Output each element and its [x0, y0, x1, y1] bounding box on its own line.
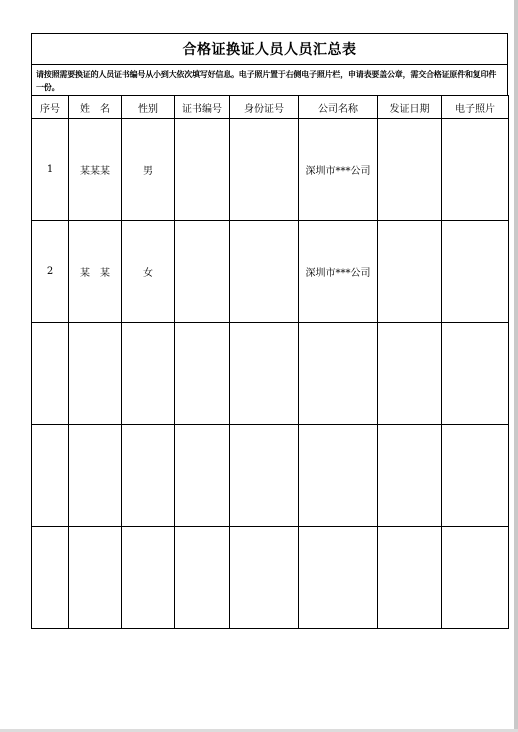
cell-gender: 女: [122, 221, 175, 323]
instruction-note: 请按照需要换证的人员证书编号从小到大依次填写好信息。电子照片置于右侧电子照片栏，申请表要盖公章，需交合格证原件和复印件一份。: [31, 64, 508, 95]
cell-id-no: [230, 221, 299, 323]
summary-sheet: [31, 33, 508, 629]
cell-id-no: [230, 527, 299, 629]
cell-company: [299, 323, 378, 425]
table-row: [32, 119, 509, 221]
col-header-name: 姓 名: [69, 96, 122, 119]
cell-gender: [122, 323, 175, 425]
col-header-company: 公司名称: [299, 96, 378, 119]
cell-gender: 男: [122, 119, 175, 221]
cell-id-no: [230, 425, 299, 527]
table-row: [32, 221, 509, 323]
table-row: [32, 425, 509, 527]
cell-cert-no: [175, 323, 230, 425]
cell-id-no: [230, 323, 299, 425]
cell-name: [69, 425, 122, 527]
cell-name: [69, 527, 122, 629]
personnel-table: [31, 95, 509, 629]
cell-gender: [122, 425, 175, 527]
col-header-id-no: 身份证号: [230, 96, 299, 119]
cell-index: 1: [32, 119, 69, 221]
cell-company: [299, 425, 378, 527]
cell-id-no: [230, 119, 299, 221]
cell-photo: [442, 527, 509, 629]
table-row: [32, 323, 509, 425]
page-edge-right: [514, 0, 518, 732]
cell-cert-no: [175, 119, 230, 221]
cell-index: 2: [32, 221, 69, 323]
cell-photo: [442, 119, 509, 221]
cell-gender: [122, 527, 175, 629]
document-title: 合格证换证人员人员汇总表: [31, 33, 508, 64]
col-header-issue-date: 发证日期: [378, 96, 442, 119]
cell-issue-date: [378, 527, 442, 629]
table-row: [32, 527, 509, 629]
cell-index: [32, 323, 69, 425]
cell-issue-date: [378, 119, 442, 221]
cell-issue-date: [378, 425, 442, 527]
cell-cert-no: [175, 527, 230, 629]
cell-photo: [442, 323, 509, 425]
cell-company: 深圳市***公司: [299, 119, 378, 221]
cell-photo: [442, 221, 509, 323]
cell-name: 某某某: [69, 119, 122, 221]
cell-name: [69, 323, 122, 425]
col-header-gender: 性别: [122, 96, 175, 119]
table-header-row: [32, 96, 509, 119]
cell-index: [32, 425, 69, 527]
cell-company: 深圳市***公司: [299, 221, 378, 323]
col-header-index: 序号: [32, 96, 69, 119]
cell-index: [32, 527, 69, 629]
cell-name: 某 某: [69, 221, 122, 323]
cell-issue-date: [378, 221, 442, 323]
cell-cert-no: [175, 425, 230, 527]
cell-photo: [442, 425, 509, 527]
cell-cert-no: [175, 221, 230, 323]
cell-issue-date: [378, 323, 442, 425]
col-header-cert-no: 证书编号: [175, 96, 230, 119]
cell-company: [299, 527, 378, 629]
col-header-photo: 电子照片: [442, 96, 509, 119]
